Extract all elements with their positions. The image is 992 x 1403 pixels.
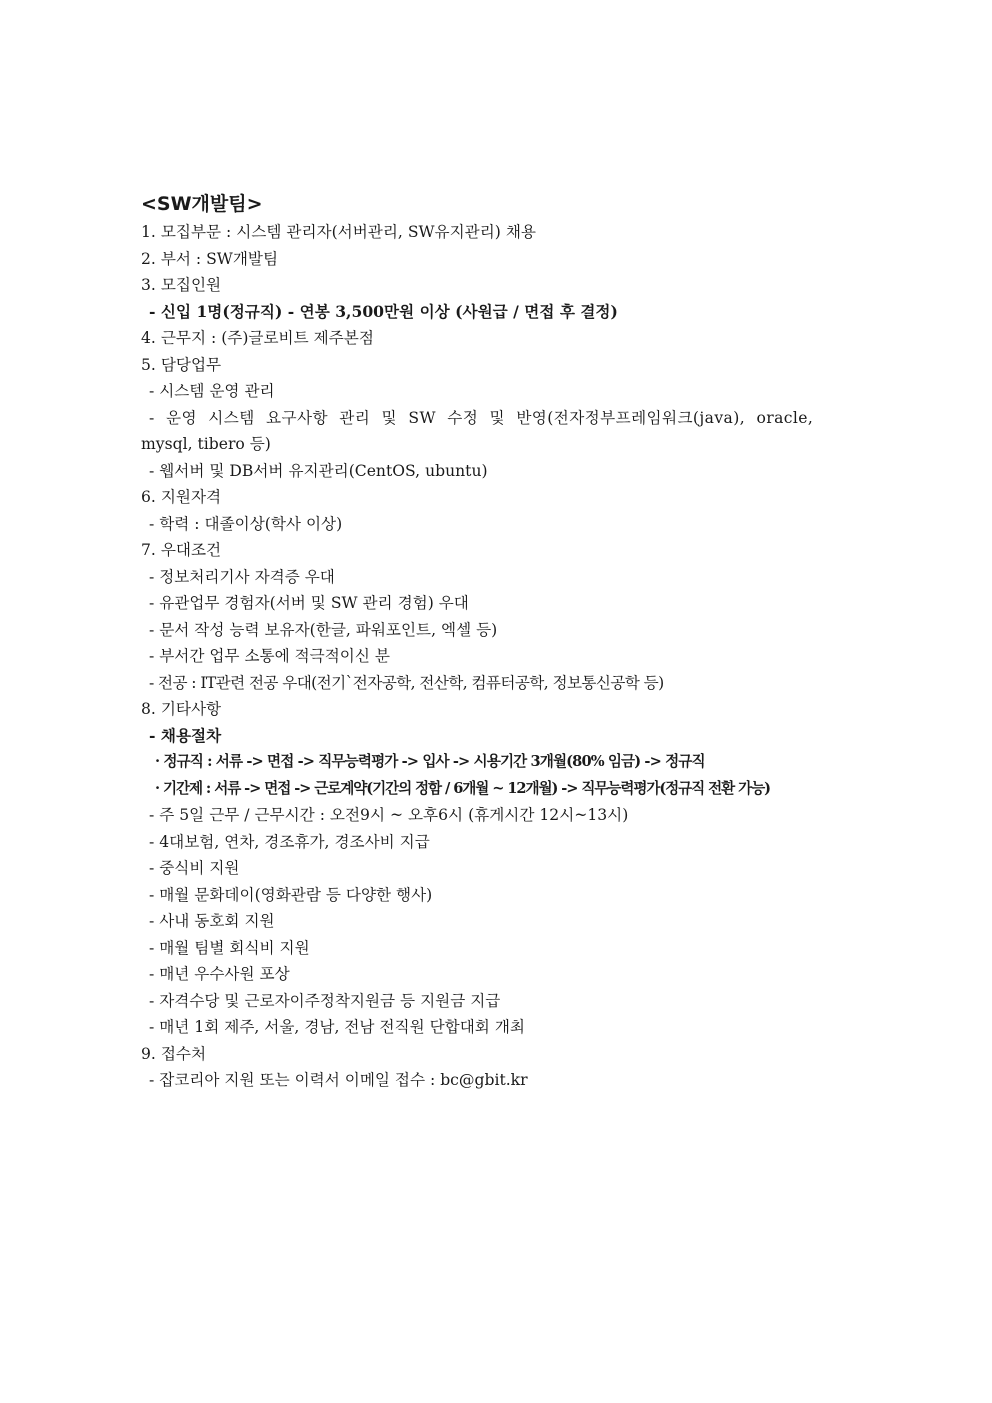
hiring-process-regular: · 정규직 : 서류 -> 면접 -> 직무능력평가 -> 입사 -> 시용기간 3개월(80% 임금) -> 정규직 — [155, 753, 705, 770]
section-1-recruit-field: 1. 모집부문 : 시스템 관리자(서버관리, SW유지관리) 채용 — [141, 223, 536, 241]
other-item: - 매년 1회 제주, 서울, 경남, 전남 전직원 단합대회 개최 — [149, 1018, 525, 1036]
section-6-qualifications: 6. 지원자격 — [141, 488, 222, 506]
preference-item: - 전공 : IT관련 전공 우대(전기`전자공학, 전산학, 컴퓨터공학, 정보통신공학 등) — [149, 673, 664, 692]
other-item: - 사내 동호회 지원 — [149, 912, 275, 930]
section-9-contact: 9. 접수처 — [141, 1044, 207, 1063]
other-item: - 매월 문화데이(영화관람 등 다양한 행사) — [149, 885, 433, 904]
other-item: - 주 5일 근무 / 근무시간 : 오전9시 ~ 오후6시 (휴게시간 12시~13시) — [149, 806, 629, 824]
section-4-location: 4. 근무지 : (주)글로비트 제주본점 — [141, 329, 374, 347]
contact-item: - 잡코리아 지원 또는 이력서 이메일 접수 : bc@gbit.kr — [149, 1071, 528, 1089]
section-8-other: 8. 기타사항 — [141, 700, 222, 718]
duty-item-wrapped-line-2: mysql, tibero 등) — [141, 435, 271, 453]
duty-item: - 시스템 운영 관리 — [149, 382, 275, 400]
document-title: <SW개발팀> — [141, 193, 263, 215]
duty-item-wrapped-line-1: - 운영 시스템 요구사항 관리 및 SW 수정 및 반영(전자정부프레임워크(java), oracle, — [149, 408, 814, 427]
preference-item: - 정보처리기사 자격증 우대 — [149, 567, 335, 586]
other-item: - 4대보험, 연차, 경조휴가, 경조사비 지급 — [149, 832, 430, 851]
section-7-preferences: 7. 우대조건 — [141, 541, 222, 559]
hiring-process-fixed-term: · 기간제 : 서류 -> 면접 -> 근로계약(기간의 정함 / 6개월 ~ 12개월) -> 직무능력평가(정규직 전환 가능) — [155, 779, 770, 797]
preference-item: - 유관업무 경험자(서버 및 SW 관리 경험) 우대 — [149, 594, 469, 612]
duty-item: - 웹서버 및 DB서버 유지관리(CentOS, ubuntu) — [149, 461, 488, 480]
hiring-process-heading: - 채용절차 — [149, 725, 222, 745]
section-2-department: 2. 부서 : SW개발팀 — [141, 249, 279, 268]
other-item: - 자격수당 및 근로자이주정착지원금 등 지원금 지급 — [149, 991, 501, 1010]
preference-item: - 부서간 업무 소통에 적극적이신 분 — [149, 647, 390, 665]
other-item: - 매년 우수사원 포상 — [149, 965, 290, 983]
other-item: - 중식비 지원 — [149, 859, 240, 877]
section-3-headcount: 3. 모집인원 — [141, 276, 222, 294]
other-item: - 매월 팀별 회식비 지원 — [149, 938, 310, 957]
preference-item: - 문서 작성 능력 보유자(한글, 파워포인트, 엑셀 등) — [149, 620, 498, 639]
job-posting-body — [141, 189, 856, 1094]
section-5-duties: 5. 담당업무 — [141, 355, 222, 374]
headcount-detail: - 신입 1명(정규직) - 연봉 3,500만원 이상 (사원급 / 면접 후 결정) — [149, 301, 618, 321]
qualification-item: - 학력 : 대졸이상(학사 이상) — [149, 514, 343, 533]
